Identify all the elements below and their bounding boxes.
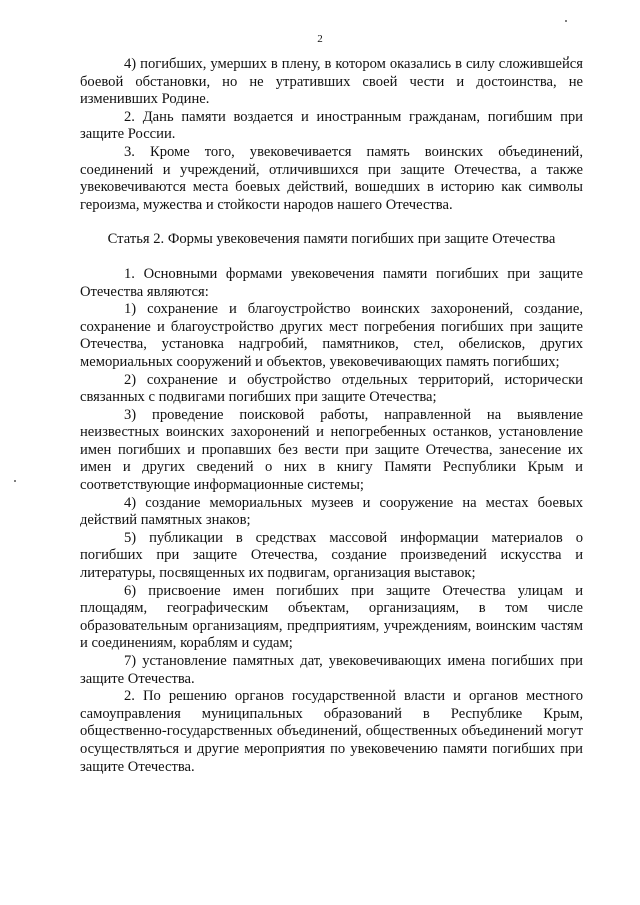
list-item: 7) установление памятных дат, увековечивающих имена погибших при защите Отечества.	[80, 653, 583, 687]
paragraph: 2. Дань памяти воздается и иностранным гражданам, погибшим при защите России.	[80, 108, 583, 143]
paragraph: 4) погибших, умерших в плену, в котором оказались в силу сложившейся боевой обстановки, но не утративших своей чести и достоинства, не изменивших Родине.	[80, 56, 583, 108]
document-body	[80, 56, 583, 776]
paragraph: 3. Кроме того, увековечивается память воинских объединений, соединений и учреждений, отличившихся при защите Отечества, а также увековечиваются места боевых действий, вошедших в историю как символы героизма, мужества и стойкости народов нашего Отечества.	[80, 143, 583, 213]
list-item: 5) публикации в средствах массовой информации материалов о погибших при защите Отечества, создание произведений искусства и литературы, посвященных их подвигам, организация выставок;	[80, 529, 583, 582]
scan-speck	[565, 20, 567, 22]
scan-speck	[14, 480, 16, 482]
list-item: 4) создание мемориальных музеев и сооружение на местах боевых действий памятных знаков;	[80, 494, 583, 529]
list-item: 6) присвоение имен погибших при защите Отечества улицам и площадям, географическим объектам, организациям, в том числе образовательным организациям, предприятиям, учреждениям, воинским частям и соединениям, кораблям и судам;	[80, 582, 583, 652]
paragraph: 1. Основными формами увековечения памяти погибших при защите Отечества являются:	[80, 265, 583, 300]
list-item: 3) проведение поисковой работы, направленной на выявление неизвестных воинских захоронений и непогребенных останков, установление имен погибших и пропавших без вести при защите Отечества, занесение их имен и других сведений о них в книгу Памяти Республики Крым и соответствующие информационные системы;	[80, 406, 583, 494]
article-title: Статья 2. Формы увековечения памяти погибших при защите Отечества	[107, 231, 556, 248]
list-item: 1) сохранение и благоустройство воинских захоронений, создание, сохранение и благоустройство других мест погребения погибших при защите Отечества, установка надгробий, памятников, стел, обелисков, других мемориальных сооружений и объектов, увековечивающих память погибших;	[80, 301, 583, 370]
page-number: 2	[317, 33, 323, 45]
paragraph: 2. По решению органов государственной власти и органов местного самоуправления муниципальных образований в Республике Крым, общественно-государственных объединений, общественных объединений могут осуществляться и другие мероприятия по увековечению памяти погибших при защите Отечества.	[80, 688, 583, 775]
list-item: 2) сохранение и обустройство отдельных территорий, исторически связанных с подвигами погибших при защите Отечества;	[80, 371, 583, 406]
